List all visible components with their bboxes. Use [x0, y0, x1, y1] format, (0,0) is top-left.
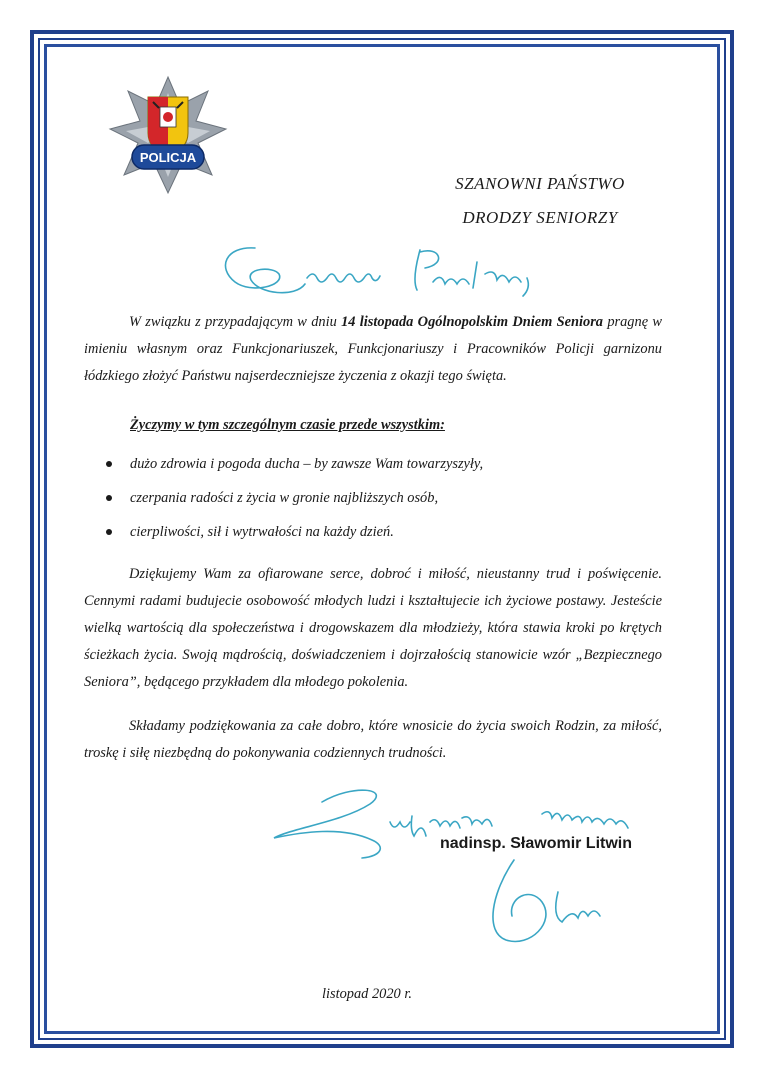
wishes-list — [100, 447, 660, 549]
bullet-icon — [106, 461, 112, 467]
senior-day-highlight: 14 listopada Ogólnopolskim Dniem Seniora — [341, 314, 604, 330]
list-item: dużo zdrowia i pogoda ducha – by zawsze Wam towarzyszyły, — [100, 447, 660, 481]
intro-paragraph: W związku z przypadającym w dniu 14 listopada Ogólnopolskim Dniem Seniora pragnę w imieniu własnym oraz Funkcjonariuszek, Funkcjonariuszy i Pracowników Policji garnizonu łódzkiego złożyć Państwu najserdeczniejsze życzenia z okazji tego święta. — [84, 314, 662, 384]
badge-text: POLICJA — [139, 150, 197, 165]
gratitude-paragraph: Składamy podziękowania za całe dobro, które wnosicie do życia swoich Rodzin, za miłość, troskę i siłę niezbędną do pokonywania codziennych trudności. — [84, 718, 662, 761]
salutation-line-2: DRODZY SENIORZY — [462, 208, 618, 227]
letter-date: listopad 2020 r. — [322, 986, 412, 1002]
handwritten-greeting — [215, 238, 555, 310]
bullet-icon — [106, 529, 112, 535]
signer-name: nadinsp. Sławomir Litwin — [440, 835, 633, 852]
bullet-icon — [106, 495, 112, 501]
handwritten-signature — [262, 782, 682, 952]
wishes-heading: Życzymy w tym szczególnym czasie przede wszystkim: — [130, 417, 445, 433]
police-star-logo — [100, 75, 236, 195]
list-item: czerpania radości z życia w gronie najbliższych osób, — [100, 481, 660, 515]
thanks-paragraph: Dziękujemy Wam za ofiarowane serce, dobroć i miłość, nieustanny trud i poświęcenie. Cennymi radami budujecie osobowość młodych ludzi i kształtujecie ich życiowe postawy. Jesteście wielką wartością dla społeczeństwa i drogowskazem dla młodzieży, która stawia kroki po krętych ścieżkach życia. Swoją mądrością, doświadczeniem i dojrzałością stanowicie wzór „Bezpiecznego Seniora”, będącego przykładem dla młodego pokolenia. — [84, 566, 662, 690]
salutation-line-1: SZANOWNI PAŃSTWO — [455, 174, 625, 193]
list-item: cierpliwości, sił i wytrwałości na każdy dzień. — [100, 515, 660, 549]
